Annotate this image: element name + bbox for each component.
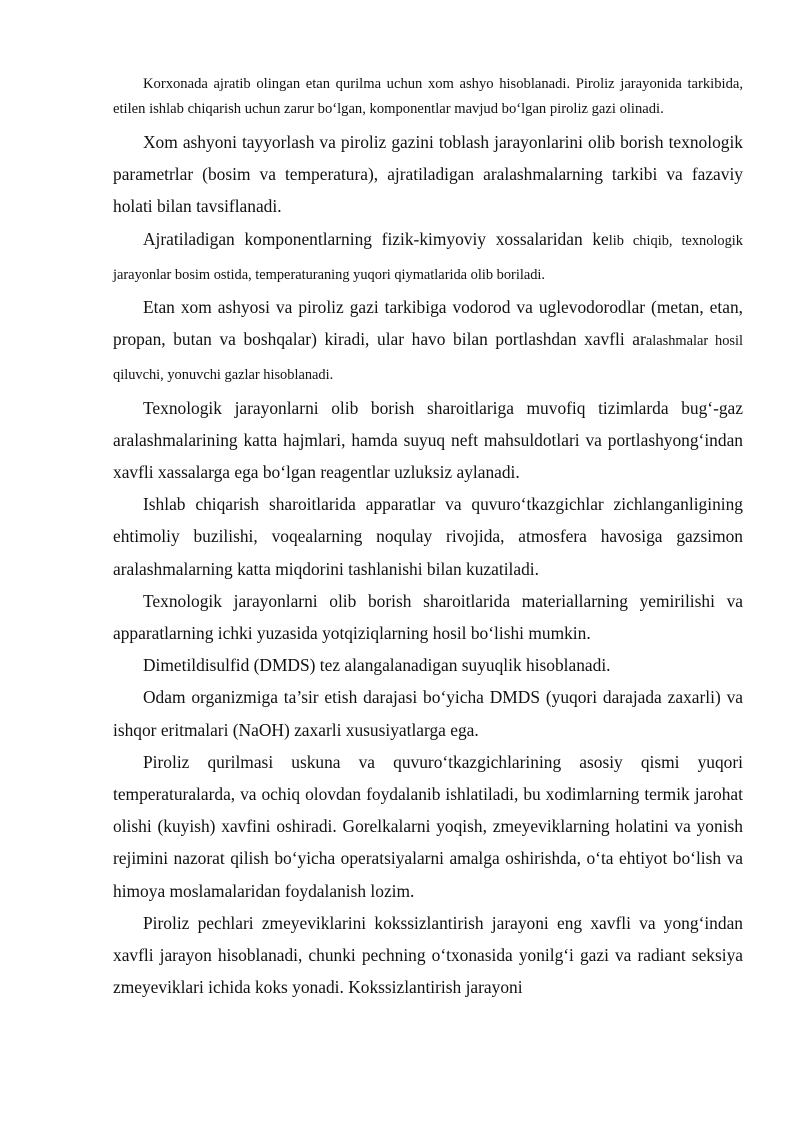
paragraph-3-main-text: Ajratiladigan komponentlarning fizik-kimyoviy xossalaridan ke [143, 228, 609, 249]
paragraph-3 [113, 223, 743, 291]
paragraph-6: Ishlab chiqarish sharoitlarida apparatlar va quvuro‘tkazgichlar zichlanganligining ehtimoliy buzilishi, voqealarning noqulay rivojida, atmosfera havosiga gazsimon aralashmalarning katta miqdorini tashlanishi bilan kuzatiladi. [113, 494, 743, 579]
paragraph-7: Texnologik jarayonlarni olib borish sharoitlarida materiallarning yemirilishi va apparatlarning ichki yuzasida yotqiziqlarning hosil bo‘lishi mumkin. [113, 590, 743, 644]
paragraph-10: Piroliz qurilmasi uskuna va quvuro‘tkazgichlarining asosiy qismi yuqori temperaturalarda, va ochiq olovdan foydalanib ishlatiladi, bu xodimlarning termik jarohat olishi (kuyish) xavfini oshiradi. Gorelkalarni yoqish, zmeyeviklarning holatini va yonish rejimini nazorat qilish bo‘yicha operatsiyalarni amalga oshirishda, o‘ta ehtiyot bo‘lish va himoya moslamalaridan foydalanish lozim. [113, 751, 743, 901]
paragraph-9: Odam organizmiga ta’sir etish darajasi bo‘yicha DMDS (yuqori darajada zaxarli) va ishqor eritmalari (NaOH) zaxarli xususiyatlarga ega. [113, 687, 743, 740]
paragraph-3-small-text: lib chiqib, texnologik jarayonlar bosim ostida, temperaturaning yuqori qiymatlarida olib boriladi. [113, 232, 743, 283]
paragraph-4-main-text: Etan xom ashyosi va piroliz gazi tarkibiga vodorod va uglevodorodlar (metan, etan, propan, butan va boshqalar) kiradi, ular havo bilan portlashdan xavfli ar [113, 297, 743, 350]
paragraph-4-small-text: alashmalar hosil qiluvchi, yonuvchi gazlar hisoblanadi. [113, 333, 743, 384]
document-body [113, 72, 743, 1003]
paragraph-5: Texnologik jarayonlarni olib borish sharoitlariga muvofiq tizimlarda bug‘-gaz aralashmalarining katta hajmlari, hamda suyuq neft mahsuldotlari va portlashyong‘indan xavfli xassalarga ega bo‘lgan reagentlar uzluksiz aylanadi. [113, 397, 743, 483]
paragraph-4 [113, 291, 743, 392]
paragraph-11: Piroliz pechlari zmeyeviklarini kokssizlantirish jarayoni eng xavfli va yong‘indan xavfli jarayon hisoblanadi, chunki pechning o‘txonasida yonilg‘i gazi va radiant seksiya zmeyeviklari ichida koks yonadi. Kokssizlantirish jarayoni [113, 912, 743, 998]
paragraph-2: Xom ashyoni tayyorlash va piroliz gazini toblash jarayonlarini olib borish texnologik parametrlar (bosim va temperatura), ajratiladigan aralashmalarning tarkibi va fazaviy holati bilan tavsiflanadi. [113, 132, 743, 217]
paragraph-1: Korxonada ajratib olingan etan qurilma uchun xom ashyo hisoblanadi. Piroliz jarayonida tarkibida, etilen ishlab chiqarish uchun zarur bo‘lgan, komponentlar mavjud bo‘lgan piroliz gazi olinadi. [113, 76, 743, 117]
paragraph-8: Dimetildisulfid (DMDS) tez alangalanadigan suyuqlik hisoblanadi. [143, 655, 611, 676]
